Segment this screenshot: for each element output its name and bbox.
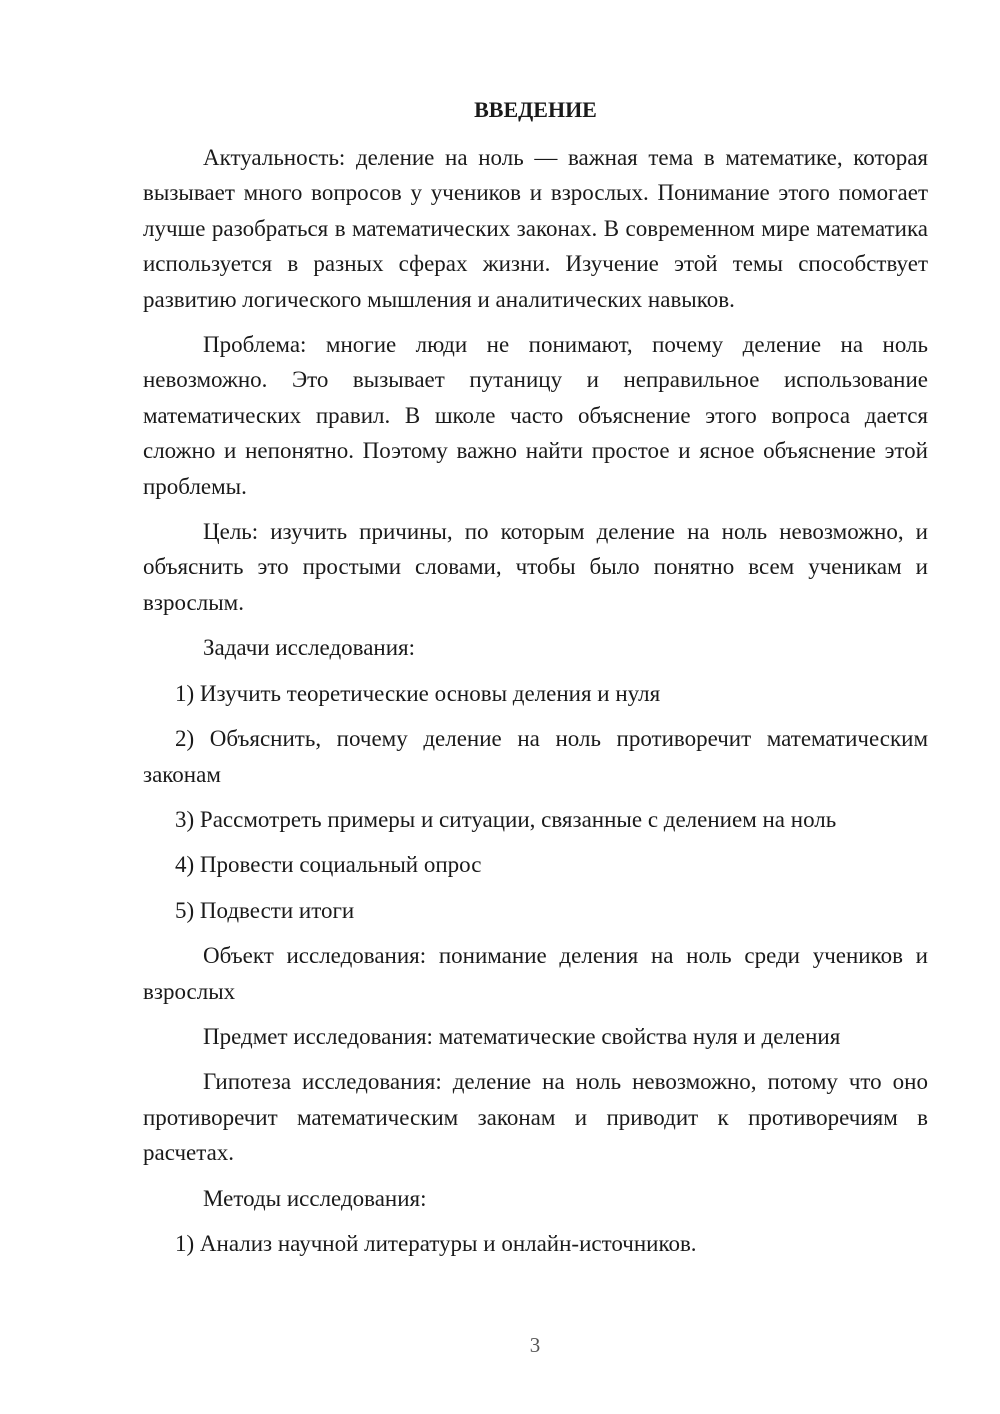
section-title: ВВЕДЕНИЕ (474, 97, 597, 122)
hypothesis-paragraph: Гипотеза исследования: деление на ноль невозможно, потому что оно противоречит математическим законам и приводит к противоречиям в расчетах. (143, 1069, 928, 1166)
page-number: 3 (529, 1333, 541, 1357)
task-item-4: 4) Провести социальный опрос (175, 852, 482, 878)
method-item-1: 1) Анализ научной литературы и онлайн-источников. (175, 1230, 697, 1256)
goal-paragraph: Цель: изучить причины, по которым деление на ноль невозможно, и объяснить это простыми словами, чтобы было понятно всем ученикам и взрослым. (143, 519, 928, 615)
task-item-2: 2) Объяснить, почему деление на ноль противоречит математическим законам (143, 726, 928, 787)
relevance-paragraph: Актуальность: деление на ноль — важная тема в математике, которая вызывает много вопросов у учеников и взрослых. Понимание этого помогает лучше разобраться в математических законах. В современном мире математика используется в разных сферах жизни. Изучение этой темы способствует развитию логического мышления и аналитических навыков. (143, 145, 928, 312)
tasks-heading: Задачи исследования: (203, 635, 416, 661)
task-item-5: 5) Подвести итоги (175, 897, 355, 923)
methods-heading: Методы исследования: (203, 1185, 427, 1211)
task-item-1: 1) Изучить теоретические основы деления и нуля (175, 680, 661, 706)
problem-paragraph: Проблема: многие люди не понимают, почему деление на ноль невозможно. Это вызывает путаницу и неправильное использование математических правил. В школе часто объяснение этого вопроса дается сложно и непонятно. Поэтому важно найти простое и ясное объяснение этой проблемы. (143, 332, 928, 499)
object-paragraph: Объект исследования: понимание деления на ноль среди учеников и взрослых (143, 943, 928, 1004)
task-item-3: 3) Рассмотреть примеры и ситуации, связанные с делением на ноль (175, 806, 837, 832)
subject-paragraph: Предмет исследования: математические свойства нуля и деления (203, 1023, 841, 1049)
page-content (143, 94, 928, 1271)
